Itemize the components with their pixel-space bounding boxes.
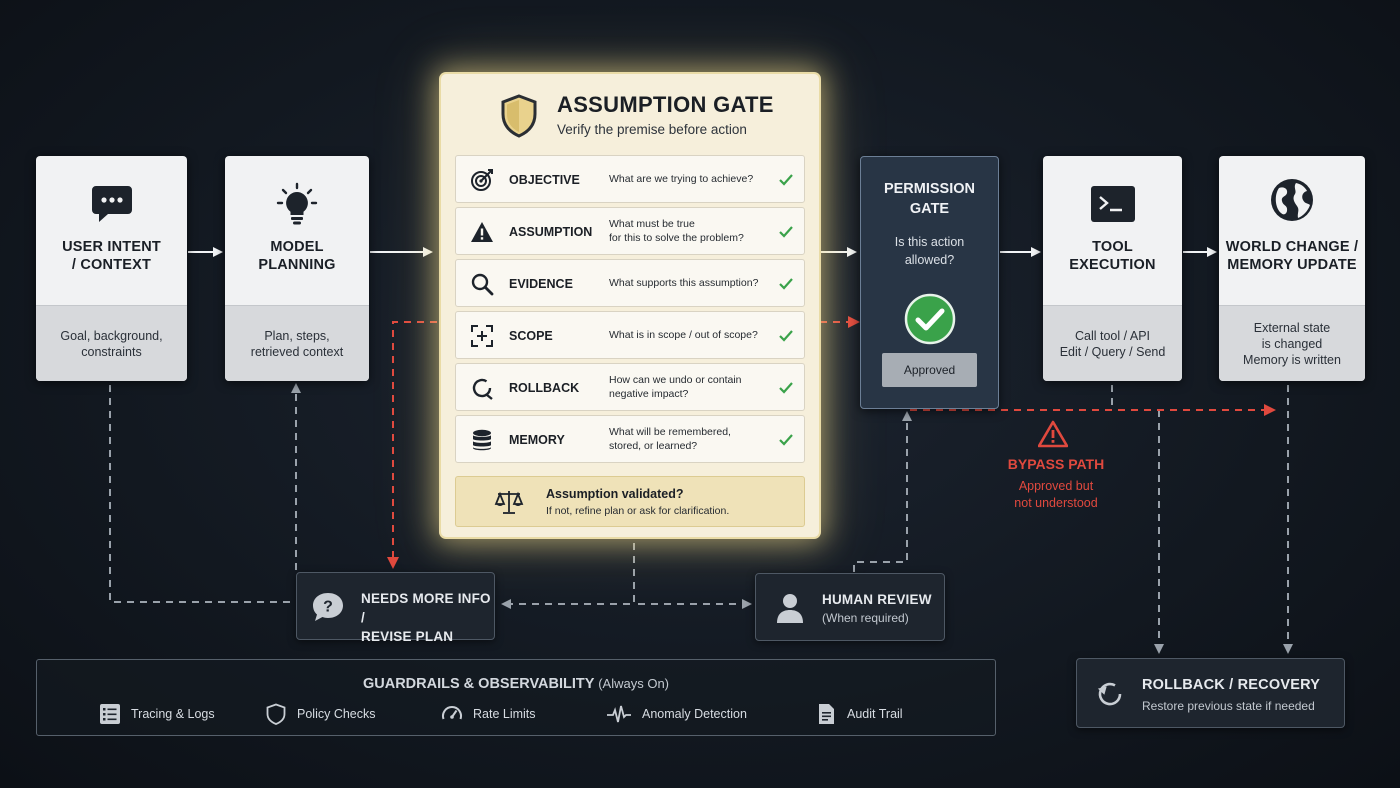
validated-subtitle: If not, refine plan or ask for clarification. [546,505,730,517]
question-bubble-icon [311,591,345,623]
gate-row-label: MEMORY [509,433,565,447]
world-change-title: WORLD CHANGE / MEMORY UPDATE [1225,239,1359,273]
guardrail-item-policy [265,702,376,726]
gate-row-desc: What must be true for this to solve the problem? [609,218,744,244]
gate-row-label: ROLLBACK [509,381,580,395]
gate-row-rollback [455,363,805,411]
globe-icon [1270,178,1314,222]
tool-execution-card [1043,156,1182,381]
warning-icon [470,220,494,244]
model-planning-title: MODEL PLANNING [258,239,336,273]
gate-row-label: SCOPE [509,329,553,343]
guardrails-always-on: (Always On) [598,676,670,691]
user-intent-title: USER INTENT / CONTEXT [62,239,161,273]
guardrail-label: Anomaly Detection [642,707,747,721]
guardrail-item-rate-limits [441,702,536,726]
approved-check-icon [904,293,956,345]
bypass-path-subtitle: Approved but not understood [1014,479,1098,510]
rollback-recovery-subtitle: Restore previous state if needed [1142,699,1315,713]
user-intent-card [36,156,187,381]
guardrail-label: Rate Limits [473,707,536,721]
svg-text:?: ? [323,598,333,616]
gate-row-memory [455,415,805,463]
document-icon [815,703,837,725]
check-icon [778,224,794,240]
target-icon [470,168,494,192]
database-icon [470,428,494,452]
check-icon [778,432,794,448]
guardrail-item-anomaly [606,702,747,726]
human-review-box [755,573,945,641]
scales-icon [494,488,524,516]
rollback-recovery-title: ROLLBACK / RECOVERY [1142,677,1321,693]
approved-status: Approved [882,353,977,387]
user-intent-detail: Goal, background, constraints [36,305,187,381]
needs-more-info-box [296,572,495,644]
shield-outline-icon [265,703,287,725]
guardrail-label: Audit Trail [847,707,903,721]
needs-more-info-title: NEEDS MORE INFO / REVISE PLAN [361,591,491,644]
world-change-card [1219,156,1365,381]
magnifier-icon [470,272,494,296]
assumption-validated-box [455,476,805,527]
guardrails-panel [36,659,996,736]
world-change-detail: External state is changed Memory is written [1219,305,1365,381]
gate-row-evidence [455,259,805,307]
human-review-subtitle: (When required) [822,611,909,625]
check-icon [778,328,794,344]
gate-row-desc: What are we trying to achieve? [609,173,754,185]
list-icon [99,703,121,725]
assumption-gate-subtitle: Verify the premise before action [557,122,747,137]
terminal-icon [1091,182,1135,226]
rollback-icon [470,376,494,400]
shield-icon [501,94,537,138]
chat-bubble-icon [90,182,134,226]
gate-row-objective [455,155,805,203]
lightbulb-icon [275,182,319,226]
assumption-gate-panel [441,74,819,537]
gate-row-desc: What will be remembered, stored, or learned? [609,426,731,452]
pulse-icon [606,703,632,725]
permission-gate-question: Is this action allowed? [894,235,965,267]
gate-row-label: EVIDENCE [509,277,573,291]
guardrail-label: Tracing & Logs [131,707,215,721]
scope-icon [470,324,494,348]
gate-row-label: ASSUMPTION [509,225,593,239]
check-icon [778,276,794,292]
guardrail-label: Policy Checks [297,707,376,721]
gate-row-label: OBJECTIVE [509,173,580,187]
gate-row-desc: What supports this assumption? [609,277,759,289]
guardrail-item-tracing [99,702,215,726]
tool-execution-detail: Call tool / API Edit / Query / Send [1043,305,1182,381]
assumption-gate-title: ASSUMPTION GATE [557,92,774,117]
model-planning-detail: Plan, steps, retrieved context [225,305,369,381]
check-icon [778,172,794,188]
gate-row-assumption [455,207,805,255]
human-review-title: HUMAN REVIEW [822,592,932,607]
validated-title: Assumption validated? [546,487,684,501]
rollback-recovery-box [1076,658,1345,728]
guardrails-title-line [37,676,995,692]
gate-row-scope [455,311,805,359]
permission-gate-title: PERMISSION GATE [883,181,976,217]
person-icon [776,592,804,624]
tool-execution-title: TOOL EXECUTION [1069,239,1156,273]
restore-icon [1095,679,1125,709]
guardrail-item-audit [815,702,903,726]
permission-gate-card [860,156,999,409]
check-icon [778,380,794,396]
model-planning-card [225,156,369,381]
gauge-icon [441,703,463,725]
gate-row-desc: How can we undo or contain negative impact? [609,374,742,400]
bypass-path-title: BYPASS PATH [1007,456,1105,472]
gate-row-desc: What is in scope / out of scope? [609,329,758,341]
bypass-warning-icon [1038,420,1068,448]
guardrails-title: GUARDRAILS & OBSERVABILITY [362,676,595,692]
